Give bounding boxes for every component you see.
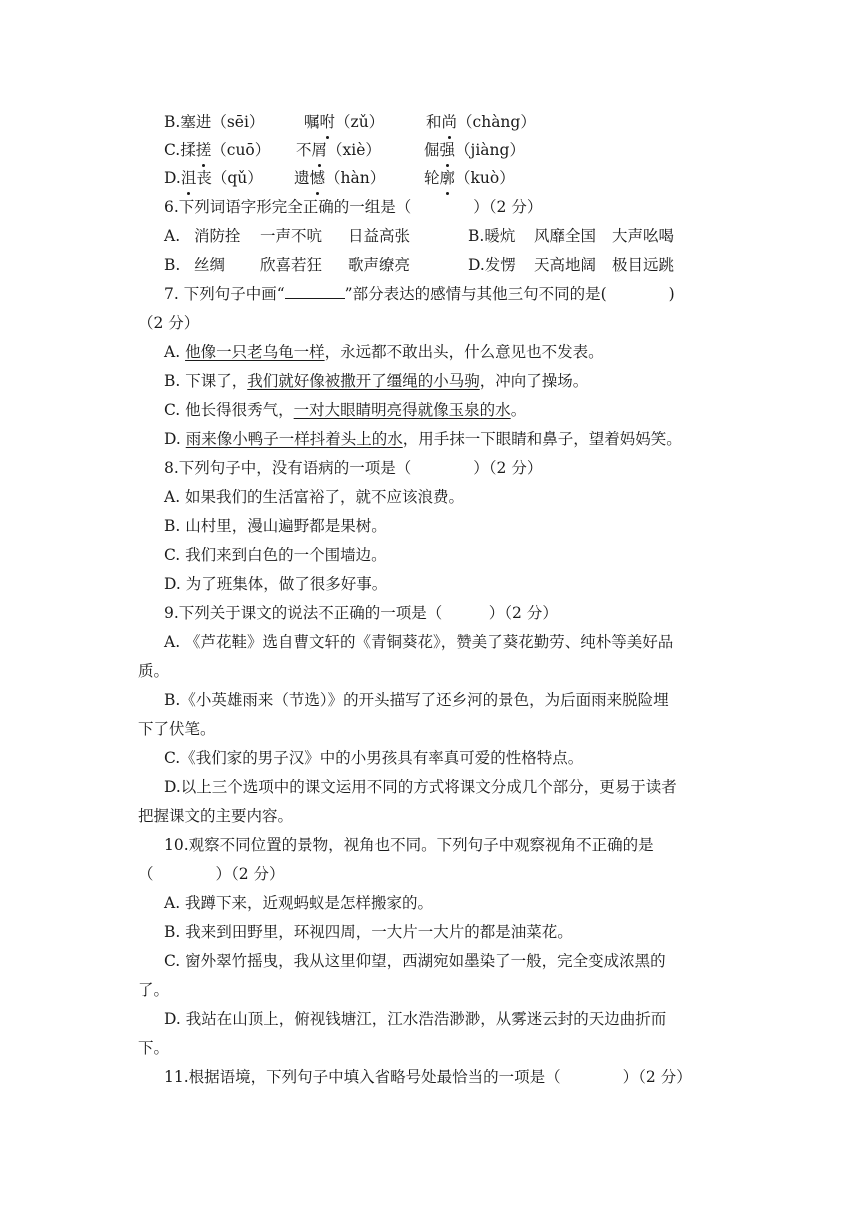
dotted-char: 尚 — [441, 113, 458, 131]
option-label: B. 下课了， — [164, 372, 248, 390]
q10-option-d: D. 我站在山顶上，俯视钱塘江，江水浩浩渺渺，从雾迷云封的天边曲折而 — [164, 1010, 667, 1028]
word-char: 揉 — [180, 141, 196, 159]
q9-option-d: D.以上三个选项中的课文运用不同的方式将课文分成几个部分，更易于读者 — [164, 778, 677, 796]
pinyin: （zǔ） — [335, 113, 385, 131]
q10-option-b: B. 我来到田野里，环视四周，一大片一大片的都是油菜花。 — [164, 923, 573, 941]
q7-option-d — [164, 428, 682, 450]
word-char: 遗 — [294, 169, 310, 187]
q8-option-a: A. 如果我们的生活富裕了，就不应该浪费。 — [164, 488, 465, 506]
option-text: 。 — [510, 401, 527, 419]
option-label: C. 他长得很秀气， — [164, 401, 294, 419]
word-char: 嘱 — [304, 113, 320, 131]
word: 大声吆喝 — [612, 227, 675, 245]
word-char: 轮 — [424, 169, 440, 187]
option-text: ，永远都不敢出头，什么意见也不发表。 — [324, 343, 604, 361]
word: 欣喜若狂 — [260, 256, 323, 274]
q11-stem: 11.根据语境，下列句子中填入省略号处最恰当的一项是（ ）（2 分） — [164, 1068, 692, 1086]
q9-option-b: B.《小英雄雨来（节选）》的开头描写了还乡河的景色，为后面雨来脱险埋 — [164, 691, 669, 709]
dotted-char: 憾 — [309, 169, 326, 187]
underlined-phrase: 雨来像小鸭子一样抖着头上的水 — [185, 430, 403, 448]
dotted-char: 屑 — [311, 141, 328, 159]
q7-option-c — [164, 399, 526, 421]
q8-option-c: C. 我们来到白色的一个围墙边。 — [164, 546, 387, 564]
word: 风靡全国 — [534, 227, 597, 245]
word: 歌声缭亮 — [348, 256, 411, 274]
q10-option-a: A. 我蹲下来，近观蚂蚁是怎样搬家的。 — [164, 894, 434, 912]
q5-b-item-3 — [426, 111, 536, 133]
word: 丝绸 — [194, 256, 226, 274]
q9-option-a: A. 《芦花鞋》选自曹文轩的《青铜葵花》，赞美了葵花勤劳、纯朴等美好品 — [164, 633, 674, 651]
dotted-char: 咐 — [319, 113, 336, 131]
q7-stem — [164, 283, 675, 305]
stem-text: ”部分表达的感情与其他三句不同的是( ) — [344, 285, 675, 303]
pinyin: 丧（qǔ） — [196, 169, 263, 187]
q8-option-d: D. 为了班集体，做了很多好事。 — [164, 575, 388, 593]
pinyin: 进（sēi） — [195, 113, 265, 131]
q5-c-item-3 — [424, 139, 525, 161]
dotted-char: 廓 — [439, 169, 456, 187]
q5-b-item-1 — [164, 111, 264, 133]
q9-option-a-cont: 质。 — [138, 662, 170, 680]
word: 天高地阔 — [534, 256, 597, 274]
option-label: B.暖炕 — [468, 227, 516, 245]
q10-option-c: C. 窗外翠竹摇曳，我从这里仰望，西湖宛如墨染了一般，完全变成浓黑的 — [164, 952, 666, 970]
pinyin: （kuò） — [455, 169, 515, 187]
dotted-char: 搓 — [195, 141, 212, 159]
underlined-phrase: 我们就好像被撒开了缰绳的小马驹 — [247, 372, 480, 390]
word-char: 不 — [296, 141, 312, 159]
option-label: C. — [164, 141, 181, 159]
word: 极目远跳 — [612, 256, 675, 274]
q7-stem-cont: （2 分） — [138, 314, 200, 332]
q7-option-b — [164, 370, 588, 392]
q9-option-c: C.《我们家的男子汉》中的小男孩具有率真可爱的性格特点。 — [164, 749, 584, 767]
underlined-phrase: 他像一只老乌龟一样 — [185, 343, 325, 361]
word-char: 塞 — [180, 113, 196, 131]
q8-option-b: B. 山村里，漫山遍野都是果树。 — [164, 517, 387, 535]
option-label: B. — [164, 113, 181, 131]
q5-c-item-2 — [296, 139, 381, 161]
q5-d-item-3 — [424, 167, 515, 189]
word: 消防拴 — [194, 227, 241, 245]
q9-option-b-cont: 下了伏笔。 — [138, 720, 216, 738]
q5-c-item-1 — [164, 139, 270, 161]
dotted-char: 强 — [439, 141, 456, 159]
q5-d-item-2 — [294, 167, 385, 189]
q5-b-item-2 — [304, 111, 384, 133]
q10-option-c-cont: 了。 — [138, 981, 170, 999]
q10-stem-cont: （ ）（2 分） — [138, 865, 285, 883]
q7-option-a — [164, 341, 604, 363]
q8-stem: 8.下列句子中，没有语病的一项是（ ）（2 分） — [164, 459, 543, 477]
option-text: ，冲向了操场。 — [479, 372, 589, 390]
q10-option-d-cont: 下。 — [138, 1039, 170, 1057]
q9-stem: 9.下列关于课文的说法不正确的一项是（ ）（2 分） — [164, 604, 558, 622]
dotted-char: 沮 — [180, 169, 197, 187]
word: 日益高张 — [348, 227, 411, 245]
pinyin: （chàng） — [457, 113, 536, 131]
underlined-phrase: 一对大眼睛明亮得就像玉泉的水 — [293, 401, 511, 419]
option-text: ，用手抹一下眼睛和鼻子，望着妈妈笑。 — [402, 430, 682, 448]
word-char: 和 — [426, 113, 442, 131]
pinyin: （xiè） — [327, 141, 381, 159]
option-label: A. — [164, 227, 181, 245]
option-label: B. — [164, 256, 181, 274]
pinyin: （jiàng） — [455, 141, 525, 159]
q5-d-item-1 — [164, 167, 263, 189]
option-label: D.发愣 — [468, 256, 516, 274]
option-label: D. — [164, 169, 181, 187]
q9-option-d-cont: 把握课文的主要内容。 — [138, 807, 294, 825]
underline-blank — [285, 284, 345, 299]
word-char: 倔 — [424, 141, 440, 159]
q6-stem: 6.下列词语字形完全正确的一组是（ ）（2 分） — [164, 198, 543, 216]
pinyin: （hàn） — [325, 169, 386, 187]
option-label: D. — [164, 430, 186, 448]
option-label: A. — [164, 343, 186, 361]
stem-text: 7. 下列句子中画“ — [164, 285, 285, 303]
q10-stem: 10.观察不同位置的景物，视角也不同。下列句子中观察视角不正确的是 — [164, 836, 654, 854]
pinyin: （cuō） — [211, 141, 271, 159]
word: 一声不吭 — [260, 227, 323, 245]
